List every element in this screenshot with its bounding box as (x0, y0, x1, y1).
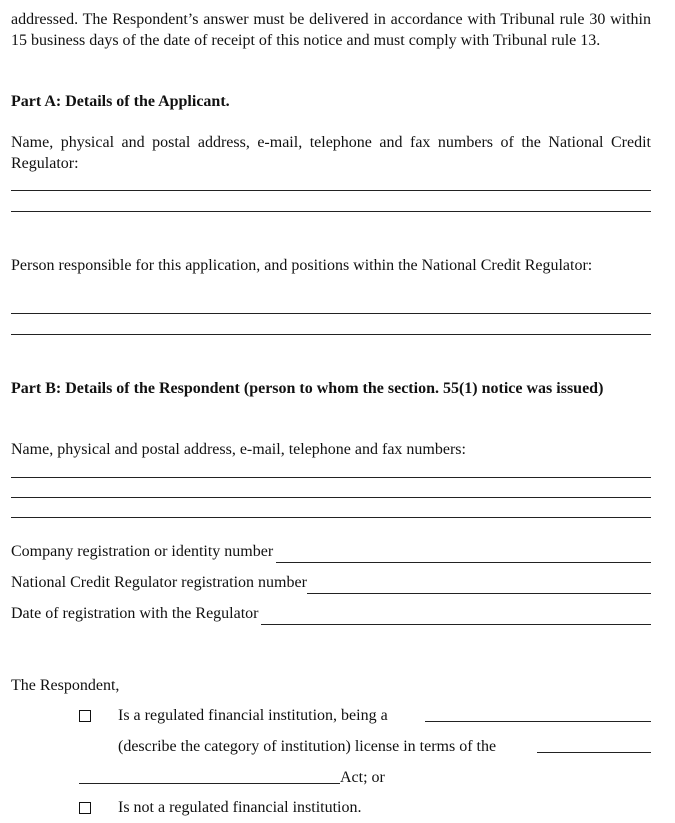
respondent-intro: The Respondent, (11, 677, 120, 694)
company-registration-field (11, 542, 651, 563)
part-b-name-line-1[interactable] (11, 477, 651, 478)
company-registration-input-line[interactable] (276, 547, 651, 563)
part-a-person-prompt: Person responsible for this application, and positions within the National Credit Regulator: (11, 257, 593, 274)
ncr-registration-input-line[interactable] (307, 578, 651, 594)
registration-date-label: Date of registration with the Regulator (11, 605, 259, 622)
intro-paragraph: addressed. The Respondent’s answer must be delivered in accordance with Tribunal rule 30 within 15 business days of the date of receipt of this notice and must comply with Tribunal rule 13. (11, 11, 651, 49)
option-regulated-line-2: (describe the category of institution) license in terms of the (118, 738, 497, 755)
registration-date-field (11, 604, 651, 625)
checkbox-regulated[interactable] (79, 710, 91, 722)
license-act-input-line-2[interactable] (79, 783, 340, 784)
license-act-input-line-1[interactable] (537, 752, 651, 753)
part-a-name-line-2[interactable] (11, 211, 651, 212)
part-b-name-prompt: Name, physical and postal address, e-mail, telephone and fax numbers: (11, 441, 466, 458)
company-registration-label: Company registration or identity number (11, 543, 274, 560)
ncr-registration-field (11, 573, 651, 594)
registration-date-input-line[interactable] (261, 609, 651, 625)
option-regulated-line-1: Is a regulated financial institution, being a (118, 707, 388, 724)
checkbox-not-regulated[interactable] (79, 802, 91, 814)
part-a-name-prompt: Name, physical and postal address, e-mail, telephone and fax numbers of the National Credit Regulator: (11, 134, 651, 172)
part-a-person-line-1[interactable] (11, 313, 651, 314)
part-a-name-line-1[interactable] (11, 190, 651, 191)
option-not-regulated: Is not a regulated financial institution. (118, 799, 362, 816)
option-regulated-line-3: Act; or (340, 769, 385, 786)
part-b-name-line-2[interactable] (11, 497, 651, 498)
institution-type-input-line[interactable] (425, 721, 651, 722)
part-a-heading: Part A: Details of the Applicant. (11, 93, 230, 110)
ncr-registration-label: National Credit Regulator registration number (11, 574, 307, 591)
part-a-person-line-2[interactable] (11, 334, 651, 335)
part-b-name-line-3[interactable] (11, 517, 651, 518)
part-b-heading: Part B: Details of the Respondent (person to whom the section. 55(1) notice was issued) (11, 380, 604, 397)
